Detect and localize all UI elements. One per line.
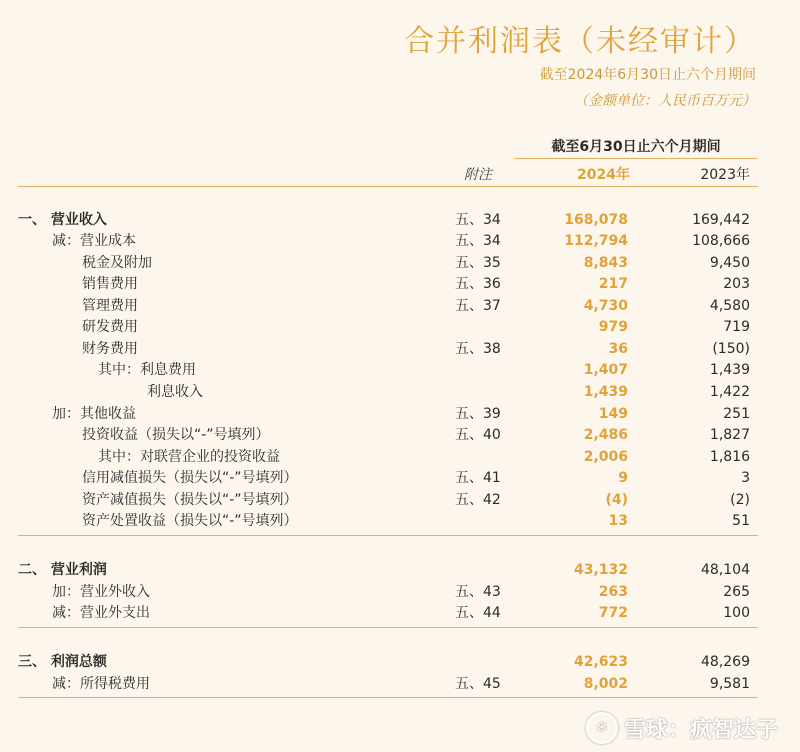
table-row (0, 210, 800, 231)
row-value-2024: 979 (598, 319, 628, 335)
row-value-2024: 2,006 (583, 449, 628, 465)
snowball-logo-icon: ❄ (586, 712, 618, 744)
period-subtitle: 截至2024年6月30日止六个月期间 (539, 67, 756, 83)
table-row (0, 360, 800, 381)
row-note: 五、34 (455, 233, 501, 249)
row-label: 加：营业外收入 (52, 584, 150, 600)
table-row (0, 382, 800, 403)
row-value-2023: (2) (730, 492, 750, 508)
row-value-2024: 2,486 (583, 427, 628, 443)
row-note: 五、40 (455, 427, 501, 443)
row-label: 资产处置收益（损失以“-”号填列） (82, 513, 298, 529)
row-value-2023: 251 (723, 406, 750, 422)
table-row (0, 317, 800, 338)
watermark-text: 雪球：疯智达子 (623, 717, 778, 743)
row-value-2023: 203 (723, 276, 750, 292)
row-note: 五、43 (455, 584, 501, 600)
row-note: 五、42 (455, 492, 501, 508)
table-row (0, 231, 800, 252)
row-label: 资产减值损失（损失以“-”号填列） (82, 492, 298, 508)
note-column-header: 附注 (464, 167, 492, 183)
row-value-2023: 719 (723, 319, 750, 335)
row-label: 研发费用 (82, 319, 138, 335)
row-label: 其中：对联营企业的投资收益 (98, 449, 280, 465)
row-value-2024: 43,132 (573, 562, 628, 578)
row-value-2023: 48,104 (701, 562, 750, 578)
row-value-2023: 1,422 (709, 384, 750, 400)
row-note: 五、34 (455, 212, 501, 228)
row-value-2023: (150) (712, 341, 750, 357)
section-divider (18, 627, 758, 628)
table-row (0, 447, 800, 468)
row-value-2023: 1,439 (709, 362, 750, 378)
table-row (0, 339, 800, 360)
section-divider (18, 697, 758, 698)
table-row (0, 511, 800, 532)
table-row (0, 603, 800, 624)
row-label: 其中：利息费用 (98, 362, 196, 378)
row-value-2023: 4,580 (709, 298, 750, 314)
row-note: 五、35 (455, 255, 501, 271)
row-note: 五、44 (455, 605, 501, 621)
row-value-2024: 168,078 (564, 212, 628, 228)
row-value-2024: 8,002 (583, 676, 628, 692)
row-label: 三、 利润总额 (18, 654, 107, 670)
row-label: 利息收入 (147, 384, 203, 400)
row-value-2024: (4) (605, 492, 628, 508)
header-divider (18, 186, 758, 187)
row-label: 财务费用 (82, 341, 138, 357)
section-divider (18, 535, 758, 536)
table-row (0, 425, 800, 446)
row-label: 加：其他收益 (52, 406, 136, 422)
row-label: 一、 营业收入 (18, 212, 107, 228)
table-row (0, 582, 800, 603)
row-label: 信用减值损失（损失以“-”号填列） (82, 470, 298, 486)
row-value-2024: 149 (598, 406, 628, 422)
row-value-2024: 1,439 (583, 384, 628, 400)
unit-note: （金额单位：人民币百万元） (574, 93, 756, 109)
row-value-2023: 51 (732, 513, 750, 529)
table-row (0, 490, 800, 511)
row-value-2023: 3 (741, 470, 750, 486)
watermark (586, 712, 778, 744)
table-row (0, 296, 800, 317)
table-row (0, 404, 800, 425)
row-value-2023: 108,666 (692, 233, 750, 249)
row-label: 减：所得税费用 (52, 676, 150, 692)
row-label: 投资收益（损失以“-”号填列） (82, 427, 270, 443)
row-label: 税金及附加 (82, 255, 152, 271)
table-row (0, 468, 800, 489)
row-note: 五、45 (455, 676, 501, 692)
row-label: 减：营业成本 (52, 233, 136, 249)
table-row (0, 253, 800, 274)
row-value-2023: 169,442 (692, 212, 750, 228)
statement-title: 合并利润表（未经审计） (404, 24, 756, 59)
table-row (0, 674, 800, 695)
table-row (0, 560, 800, 581)
row-value-2023: 1,816 (709, 449, 750, 465)
row-value-2024: 772 (598, 605, 628, 621)
row-value-2023: 1,827 (709, 427, 750, 443)
period-column-header: 截至6月30日止六个月期间 (551, 139, 721, 155)
table-row (0, 652, 800, 673)
row-value-2024: 112,794 (564, 233, 628, 249)
row-value-2024: 4,730 (583, 298, 628, 314)
row-value-2023: 265 (723, 584, 750, 600)
year-2024-header: 2024年 (577, 167, 630, 183)
row-note: 五、36 (455, 276, 501, 292)
row-value-2023: 100 (723, 605, 750, 621)
row-value-2023: 9,450 (709, 255, 750, 271)
row-value-2024: 263 (598, 584, 628, 600)
row-value-2024: 42,623 (573, 654, 628, 670)
row-value-2024: 36 (608, 341, 628, 357)
period-underline (514, 158, 758, 159)
table-row (0, 274, 800, 295)
row-note: 五、37 (455, 298, 501, 314)
year-2023-header: 2023年 (700, 167, 750, 183)
row-label: 减：营业外支出 (52, 605, 150, 621)
row-note: 五、41 (455, 470, 501, 486)
row-label: 二、 营业利润 (18, 562, 107, 578)
row-note: 五、39 (455, 406, 501, 422)
row-label: 管理费用 (82, 298, 138, 314)
row-value-2023: 9,581 (709, 676, 750, 692)
row-value-2024: 217 (598, 276, 628, 292)
row-label: 销售费用 (82, 276, 138, 292)
row-value-2024: 9 (618, 470, 628, 486)
row-value-2024: 8,843 (583, 255, 628, 271)
row-value-2024: 1,407 (583, 362, 628, 378)
row-value-2023: 48,269 (701, 654, 750, 670)
row-value-2024: 13 (608, 513, 628, 529)
row-note: 五、38 (455, 341, 501, 357)
